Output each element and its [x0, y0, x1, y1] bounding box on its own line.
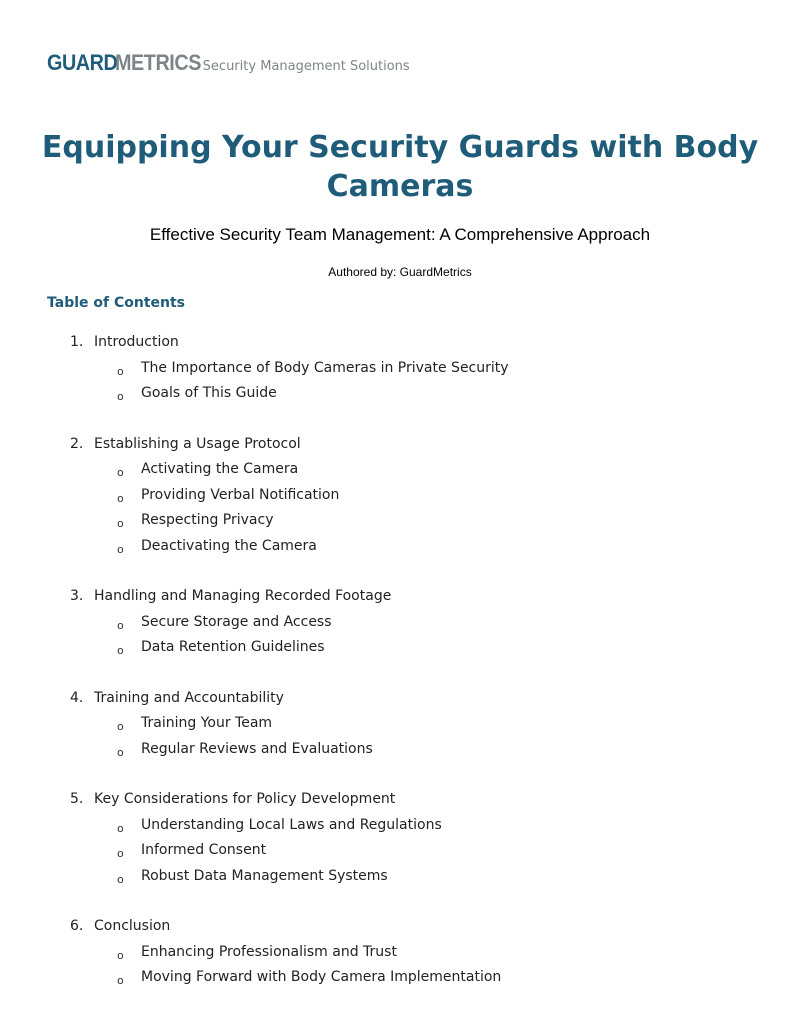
- bullet-icon: o: [117, 466, 124, 479]
- toc-subsection-label: Moving Forward with Body Camera Implementation: [141, 969, 502, 985]
- logo-metrics-text: METRICS: [115, 50, 202, 75]
- toc-subsection-entry[interactable]: [0, 965, 800, 991]
- document-title: Equipping Your Security Guards with Body Cameras: [41, 130, 759, 204]
- toc-subsection-label: Informed Consent: [141, 842, 267, 858]
- toc-subsection-label: Providing Verbal Notification: [141, 486, 340, 503]
- toc-subsection-label: Respecting Privacy: [141, 512, 274, 528]
- toc-subsection-label: Activating the Camera: [141, 461, 299, 477]
- toc-subsection-entry[interactable]: [0, 940, 800, 966]
- bullet-icon: o: [117, 491, 124, 505]
- toc-subsection-entry[interactable]: [0, 813, 800, 839]
- toc-section-entry[interactable]: [0, 787, 800, 813]
- document-subtitle: Effective Security Team Management: A Comprehensive Approach: [149, 225, 651, 244]
- toc-section-label: Key Considerations for Policy Development: [94, 791, 396, 807]
- toc-section: [0, 686, 800, 763]
- toc-section: [0, 330, 800, 407]
- logo-guard-text: GUARD: [47, 50, 118, 75]
- bullet-icon: o: [117, 847, 124, 860]
- toc-section-entry[interactable]: [0, 686, 800, 712]
- toc-subsection-entry[interactable]: [0, 457, 800, 483]
- toc-section-label: Handling and Managing Recorded Footage: [94, 588, 392, 604]
- toc-subsection-entry[interactable]: [0, 356, 800, 382]
- toc-section-number: 1.: [70, 334, 84, 350]
- toc-section-entry[interactable]: [0, 330, 800, 356]
- bullet-icon: o: [117, 720, 124, 733]
- toc-section: [0, 432, 800, 560]
- toc-subsection-entry[interactable]: [0, 737, 800, 763]
- bullet-icon: o: [117, 618, 124, 632]
- toc-subsection-label: Regular Reviews and Evaluations: [141, 740, 373, 757]
- table-of-contents: [0, 330, 800, 1016]
- bullet-icon: o: [117, 872, 124, 886]
- toc-subsection-label: The Importance of Body Cameras in Private Security: [141, 359, 509, 376]
- toc-section: [0, 914, 800, 991]
- tagline: Security Management Solutions: [202, 59, 410, 74]
- toc-section-number: 3.: [70, 588, 84, 604]
- bullet-icon: o: [117, 542, 124, 556]
- toc-section-entry[interactable]: [0, 584, 800, 610]
- toc-subsection-entry[interactable]: [0, 610, 800, 636]
- document-header: [47, 50, 410, 76]
- bullet-icon: o: [117, 974, 124, 987]
- toc-subsection-label: Training Your Team: [141, 715, 273, 731]
- bullet-icon: o: [117, 644, 124, 657]
- toc-section-label: Conclusion: [94, 918, 171, 934]
- toc-section-label: Training and Accountability: [94, 689, 284, 706]
- bullet-icon: o: [117, 745, 124, 759]
- toc-section-entry[interactable]: [0, 432, 800, 458]
- toc-subsection-entry[interactable]: [0, 635, 800, 661]
- bullet-icon: o: [117, 517, 124, 530]
- toc-subsection-entry[interactable]: [0, 508, 800, 534]
- bullet-icon: o: [117, 948, 124, 962]
- toc-subsection-label: Data Retention Guidelines: [141, 639, 325, 655]
- toc-section-number: 4.: [70, 689, 84, 706]
- author-line: Authored by: GuardMetrics: [328, 265, 472, 279]
- toc-section-label: Introduction: [94, 334, 179, 350]
- toc-section-number: 5.: [70, 791, 84, 807]
- toc-subsection-label: Robust Data Management Systems: [141, 867, 388, 884]
- bullet-icon: o: [117, 364, 124, 378]
- toc-subsection-entry[interactable]: [0, 381, 800, 407]
- toc-section-label: Establishing a Usage Protocol: [94, 435, 301, 452]
- toc-subsection-entry[interactable]: [0, 483, 800, 509]
- toc-subsection-entry[interactable]: [0, 864, 800, 890]
- toc-subsection-label: Secure Storage and Access: [141, 613, 332, 630]
- bullet-icon: o: [117, 390, 124, 403]
- toc-subsection-entry[interactable]: [0, 711, 800, 737]
- toc-subsection-label: Goals of This Guide: [141, 385, 277, 401]
- toc-section-number: 2.: [70, 435, 84, 452]
- toc-heading: Table of Contents: [47, 295, 186, 311]
- toc-subsection-entry[interactable]: [0, 534, 800, 560]
- toc-section-number: 6.: [70, 918, 84, 934]
- toc-section-entry[interactable]: [0, 914, 800, 940]
- toc-section: [0, 584, 800, 661]
- toc-subsection-label: Enhancing Professionalism and Trust: [141, 943, 397, 960]
- bullet-icon: o: [117, 821, 124, 835]
- toc-subsection-label: Deactivating the Camera: [141, 537, 317, 554]
- toc-section: [0, 787, 800, 889]
- toc-subsection-label: Understanding Local Laws and Regulations: [141, 816, 442, 833]
- toc-subsection-entry[interactable]: [0, 838, 800, 864]
